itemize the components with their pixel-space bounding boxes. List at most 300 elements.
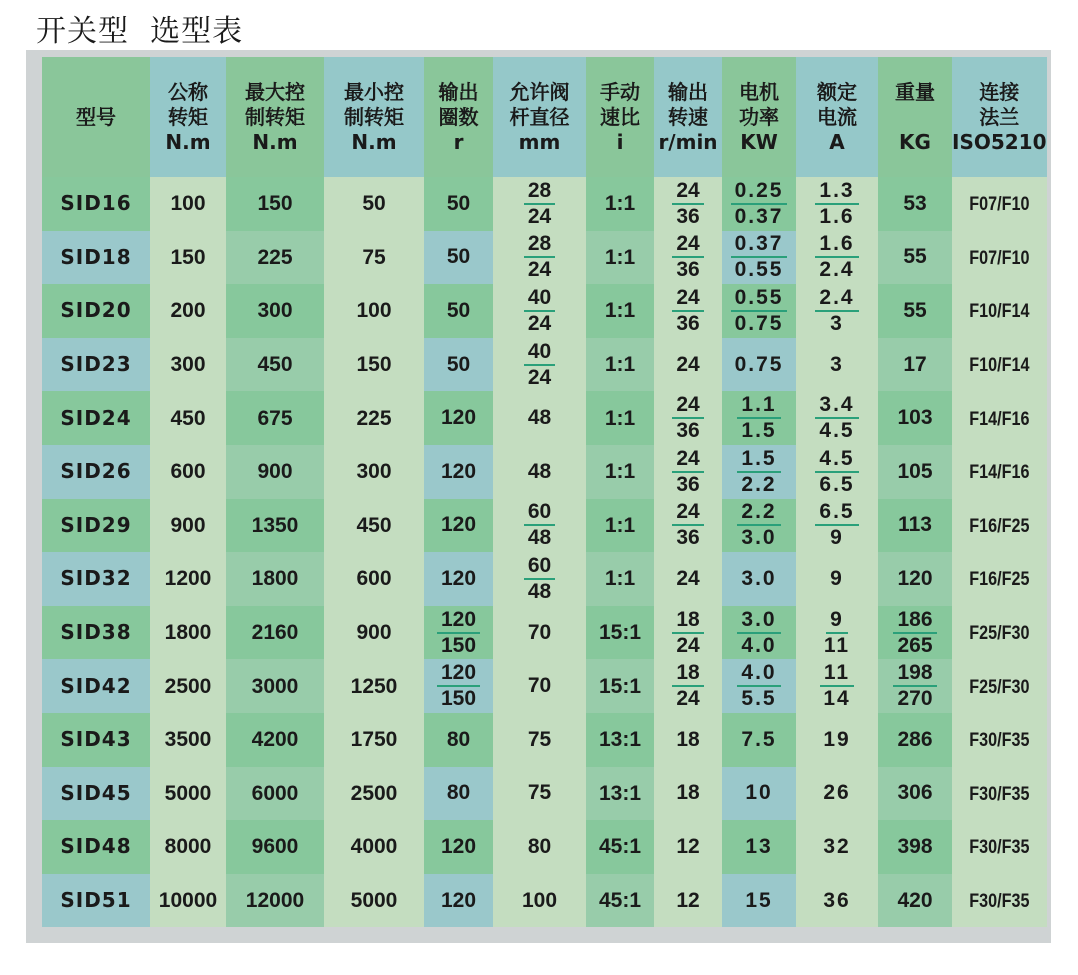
cell-value: 186 bbox=[893, 608, 936, 634]
cell-stem bbox=[493, 713, 586, 767]
cell-current bbox=[796, 874, 878, 928]
cell-value: 0.55 bbox=[734, 258, 784, 282]
cell-value: 80 bbox=[527, 834, 552, 858]
cell-flange bbox=[952, 713, 1047, 767]
cell-power bbox=[722, 231, 796, 285]
cell-ratio bbox=[586, 874, 654, 928]
cell-value: SID45 bbox=[60, 780, 132, 805]
cell-value: 225 bbox=[356, 406, 392, 430]
cell-value: 60 bbox=[524, 500, 555, 526]
cell-value: 32 bbox=[823, 834, 851, 858]
cell-value: F16/F25 bbox=[969, 569, 1030, 591]
cell-value: SID29 bbox=[60, 512, 132, 537]
cell-value: 10 bbox=[745, 781, 773, 805]
cell-value: 24 bbox=[527, 365, 552, 389]
cell-ratio bbox=[586, 177, 654, 231]
cell-value: 0.37 bbox=[731, 232, 788, 258]
cell-flange bbox=[952, 338, 1047, 392]
cell-flange bbox=[952, 820, 1047, 874]
cell-max bbox=[226, 713, 324, 767]
cell-value: 24 bbox=[676, 687, 700, 711]
cell-value: 450 bbox=[257, 353, 293, 377]
cell-torque bbox=[150, 391, 226, 445]
cell-weight bbox=[878, 499, 952, 553]
cell-value: 300 bbox=[170, 353, 206, 377]
cell-speed bbox=[654, 767, 722, 821]
cell-weight bbox=[878, 767, 952, 821]
cell-value: 48 bbox=[527, 526, 552, 550]
header-line: N.m bbox=[165, 129, 211, 154]
cell-value: 36 bbox=[676, 258, 700, 282]
cell-value: 1800 bbox=[251, 567, 299, 591]
cell-current bbox=[796, 552, 878, 606]
cell-min bbox=[324, 338, 424, 392]
cell-power bbox=[722, 552, 796, 606]
cell-value: 3 bbox=[830, 311, 844, 335]
cell-speed bbox=[654, 552, 722, 606]
header-line: 重量 bbox=[895, 79, 935, 104]
header-line: 制转矩 bbox=[245, 104, 305, 129]
header-line: 速比 bbox=[600, 104, 640, 129]
header-line: 功率 bbox=[739, 104, 779, 129]
header-line: 手动 bbox=[600, 79, 640, 104]
cell-value: 2.4 bbox=[815, 286, 858, 312]
cell-value: 36 bbox=[676, 419, 700, 443]
cell-weight bbox=[878, 391, 952, 445]
cell-torque bbox=[150, 713, 226, 767]
header-line: mm bbox=[518, 129, 561, 154]
cell-weight bbox=[878, 659, 952, 713]
cell-turns bbox=[424, 445, 493, 499]
cell-value: 2160 bbox=[251, 621, 299, 645]
header-line: i bbox=[616, 129, 624, 154]
cell-value: 17 bbox=[903, 352, 927, 376]
cell-value: F10/F14 bbox=[969, 301, 1030, 323]
cell-stem bbox=[493, 284, 586, 338]
cell-ratio bbox=[586, 820, 654, 874]
cell-current bbox=[796, 713, 878, 767]
cell-min bbox=[324, 499, 424, 553]
header-line: 允许阀 bbox=[509, 79, 570, 104]
cell-value: F07/F10 bbox=[969, 194, 1030, 216]
cell-value: 1250 bbox=[350, 674, 398, 698]
cell-value: 300 bbox=[356, 460, 392, 484]
cell-max bbox=[226, 606, 324, 660]
cell-value: 75 bbox=[527, 781, 552, 805]
cell-value: 12000 bbox=[245, 889, 305, 913]
cell-model bbox=[42, 767, 150, 821]
header-turns bbox=[424, 57, 493, 177]
cell-speed bbox=[654, 284, 722, 338]
cell-stem bbox=[493, 659, 586, 713]
cell-value: 120 bbox=[440, 406, 477, 430]
table-row bbox=[42, 713, 1047, 767]
cell-value: 120 bbox=[440, 513, 477, 537]
cell-speed bbox=[654, 659, 722, 713]
cell-value: 36 bbox=[676, 311, 700, 335]
cell-value: 9 bbox=[826, 608, 848, 634]
cell-value: 120 bbox=[437, 661, 480, 687]
cell-value: 13 bbox=[745, 834, 773, 858]
cell-value: F14/F16 bbox=[969, 462, 1030, 484]
cell-flange bbox=[952, 231, 1047, 285]
cell-max bbox=[226, 445, 324, 499]
cell-value: 80 bbox=[446, 781, 471, 805]
cell-ratio bbox=[586, 499, 654, 553]
cell-value: 36 bbox=[676, 204, 700, 228]
header-line: A bbox=[829, 129, 845, 154]
cell-turns bbox=[424, 499, 493, 553]
cell-stem bbox=[493, 231, 586, 285]
cell-turns bbox=[424, 284, 493, 338]
cell-value: 0.55 bbox=[731, 286, 788, 312]
cell-value: 70 bbox=[527, 674, 552, 698]
cell-value: 1:1 bbox=[604, 299, 636, 323]
cell-min bbox=[324, 874, 424, 928]
cell-ratio bbox=[586, 391, 654, 445]
cell-speed bbox=[654, 391, 722, 445]
cell-value: 18 bbox=[672, 661, 703, 687]
cell-max bbox=[226, 659, 324, 713]
cell-ratio bbox=[586, 606, 654, 660]
header-line: N.m bbox=[252, 129, 298, 154]
cell-value: 120 bbox=[440, 566, 477, 590]
cell-value: 1.6 bbox=[815, 232, 858, 258]
cell-value: 4.5 bbox=[815, 447, 858, 473]
cell-value: 18 bbox=[676, 727, 700, 751]
cell-torque bbox=[150, 338, 226, 392]
cell-stem bbox=[493, 767, 586, 821]
cell-model bbox=[42, 338, 150, 392]
cell-value: 4000 bbox=[350, 835, 398, 859]
cell-turns bbox=[424, 820, 493, 874]
cell-weight bbox=[878, 231, 952, 285]
cell-stem bbox=[493, 445, 586, 499]
cell-value: 3000 bbox=[251, 674, 299, 698]
cell-speed bbox=[654, 231, 722, 285]
header-line: KG bbox=[899, 129, 931, 154]
cell-weight bbox=[878, 338, 952, 392]
cell-value: 4200 bbox=[251, 728, 299, 752]
cell-min bbox=[324, 552, 424, 606]
cell-weight bbox=[878, 177, 952, 231]
cell-speed bbox=[654, 606, 722, 660]
cell-torque bbox=[150, 284, 226, 338]
cell-value: 150 bbox=[440, 633, 477, 657]
cell-turns bbox=[424, 659, 493, 713]
header-line: ISO5210 bbox=[952, 129, 1047, 154]
cell-value: 14 bbox=[823, 687, 851, 711]
cell-power bbox=[722, 606, 796, 660]
cell-power bbox=[722, 445, 796, 499]
cell-value: 0.75 bbox=[734, 352, 784, 376]
cell-value: F30/F35 bbox=[969, 891, 1030, 913]
cell-value: 12 bbox=[676, 834, 700, 858]
cell-value: 1:1 bbox=[604, 245, 636, 269]
table-row bbox=[42, 606, 1047, 660]
cell-turns bbox=[424, 231, 493, 285]
cell-ratio bbox=[586, 713, 654, 767]
header-power bbox=[722, 57, 796, 177]
cell-value: 50 bbox=[362, 192, 386, 216]
cell-turns bbox=[424, 713, 493, 767]
cell-value: 1:1 bbox=[604, 353, 636, 377]
cell-value: 12 bbox=[676, 888, 700, 912]
table-row bbox=[42, 177, 1047, 231]
cell-power bbox=[722, 177, 796, 231]
cell-value: 19 bbox=[823, 727, 851, 751]
cell-value: 1.1 bbox=[737, 393, 780, 419]
cell-value: 9 bbox=[830, 526, 844, 550]
cell-torque bbox=[150, 659, 226, 713]
cell-model bbox=[42, 284, 150, 338]
cell-value: 1350 bbox=[251, 513, 299, 537]
cell-current bbox=[796, 820, 878, 874]
cell-model bbox=[42, 820, 150, 874]
cell-model bbox=[42, 177, 150, 231]
cell-value: 600 bbox=[356, 567, 392, 591]
cell-value: 265 bbox=[897, 633, 933, 657]
cell-stem bbox=[493, 391, 586, 445]
cell-value: 120 bbox=[897, 566, 933, 590]
cell-value: 6000 bbox=[251, 781, 299, 805]
cell-value: 28 bbox=[524, 232, 555, 258]
cell-value: 1.5 bbox=[737, 447, 780, 473]
cell-value: 105 bbox=[897, 459, 933, 483]
cell-value: 18 bbox=[676, 781, 700, 805]
cell-value: F10/F14 bbox=[969, 355, 1030, 377]
cell-speed bbox=[654, 445, 722, 499]
header-line: 电流 bbox=[817, 104, 857, 129]
cell-power bbox=[722, 284, 796, 338]
cell-value: 4.5 bbox=[819, 419, 855, 443]
table-row bbox=[42, 338, 1047, 392]
header-line: 电机 bbox=[739, 79, 779, 104]
cell-turns bbox=[424, 874, 493, 928]
cell-value: SID42 bbox=[60, 673, 132, 698]
cell-value: 50 bbox=[446, 352, 471, 376]
cell-flange bbox=[952, 445, 1047, 499]
table-row bbox=[42, 659, 1047, 713]
cell-value: 900 bbox=[170, 513, 206, 537]
table-row bbox=[42, 231, 1047, 285]
cell-max bbox=[226, 284, 324, 338]
cell-value: 1750 bbox=[350, 728, 398, 752]
header-weight bbox=[878, 57, 952, 177]
cell-value: 24 bbox=[672, 179, 703, 205]
cell-speed bbox=[654, 713, 722, 767]
header-line: KW bbox=[740, 129, 778, 154]
cell-value: 6.5 bbox=[819, 472, 855, 496]
header-line: 转矩 bbox=[168, 104, 208, 129]
cell-value: F07/F10 bbox=[969, 247, 1030, 269]
header-line bbox=[878, 105, 952, 130]
cell-value: 120 bbox=[440, 888, 477, 912]
selection-table bbox=[42, 57, 1047, 927]
cell-value: 53 bbox=[903, 191, 927, 215]
cell-speed bbox=[654, 499, 722, 553]
cell-value: 5.5 bbox=[741, 687, 777, 711]
cell-value: 150 bbox=[170, 245, 206, 269]
cell-weight bbox=[878, 820, 952, 874]
cell-value: 75 bbox=[362, 245, 386, 269]
cell-value: F25/F30 bbox=[969, 676, 1030, 698]
header-speed bbox=[654, 57, 722, 177]
cell-value: 4.0 bbox=[741, 633, 777, 657]
cell-value: 100 bbox=[356, 299, 392, 323]
cell-value: 36 bbox=[676, 472, 700, 496]
cell-stem bbox=[493, 606, 586, 660]
cell-weight bbox=[878, 445, 952, 499]
cell-max bbox=[226, 552, 324, 606]
cell-flange bbox=[952, 499, 1047, 553]
cell-value: 1.5 bbox=[741, 419, 777, 443]
cell-value: 900 bbox=[356, 621, 392, 645]
cell-value: 600 bbox=[170, 460, 206, 484]
header-ratio bbox=[586, 57, 654, 177]
cell-value: F25/F30 bbox=[969, 623, 1030, 645]
cell-value: 450 bbox=[356, 513, 392, 537]
cell-current bbox=[796, 391, 878, 445]
cell-torque bbox=[150, 767, 226, 821]
cell-stem bbox=[493, 177, 586, 231]
cell-turns bbox=[424, 606, 493, 660]
header-line: 制转矩 bbox=[344, 104, 404, 129]
cell-ratio bbox=[586, 659, 654, 713]
header-row bbox=[42, 57, 1047, 177]
cell-value: 75 bbox=[527, 727, 552, 751]
cell-torque bbox=[150, 177, 226, 231]
cell-value: 18 bbox=[672, 608, 703, 634]
cell-value: SID20 bbox=[60, 298, 132, 323]
cell-model bbox=[42, 231, 150, 285]
cell-value: 3500 bbox=[164, 728, 212, 752]
cell-value: 26 bbox=[823, 781, 851, 805]
cell-value: F30/F35 bbox=[969, 730, 1030, 752]
cell-power bbox=[722, 659, 796, 713]
cell-value: 8000 bbox=[164, 835, 212, 859]
cell-value: 50 bbox=[446, 298, 471, 322]
cell-value: 120 bbox=[437, 608, 480, 634]
cell-value: 24 bbox=[672, 286, 703, 312]
cell-value: 6.5 bbox=[815, 500, 858, 526]
cell-value: 4.0 bbox=[737, 661, 780, 687]
cell-speed bbox=[654, 874, 722, 928]
header-line: 杆直径 bbox=[509, 104, 570, 129]
cell-value: 24 bbox=[527, 204, 552, 228]
cell-torque bbox=[150, 820, 226, 874]
cell-value: 80 bbox=[446, 727, 471, 751]
cell-stem bbox=[493, 874, 586, 928]
cell-value: 150 bbox=[440, 687, 477, 711]
header-line: 输出 bbox=[668, 79, 708, 104]
cell-value: 1.6 bbox=[819, 204, 855, 228]
cell-max bbox=[226, 499, 324, 553]
cell-max bbox=[226, 820, 324, 874]
cell-speed bbox=[654, 177, 722, 231]
header-line: 最大控 bbox=[245, 79, 305, 104]
cell-value: 286 bbox=[897, 727, 933, 751]
cell-max bbox=[226, 177, 324, 231]
cell-value: SID32 bbox=[60, 566, 132, 591]
cell-value: 1200 bbox=[164, 567, 212, 591]
cell-value: 113 bbox=[898, 513, 932, 537]
table-row bbox=[42, 445, 1047, 499]
cell-stem bbox=[493, 499, 586, 553]
cell-ratio bbox=[586, 552, 654, 606]
cell-current bbox=[796, 177, 878, 231]
cell-value: F30/F35 bbox=[969, 783, 1030, 805]
cell-value: 420 bbox=[897, 888, 933, 912]
cell-current bbox=[796, 445, 878, 499]
table-row bbox=[42, 391, 1047, 445]
cell-value: 24 bbox=[672, 232, 703, 258]
cell-power bbox=[722, 499, 796, 553]
cell-value: 150 bbox=[257, 192, 293, 216]
table-row bbox=[42, 552, 1047, 606]
cell-value: 2500 bbox=[350, 781, 398, 805]
cell-value: 24 bbox=[527, 311, 552, 335]
cell-flange bbox=[952, 391, 1047, 445]
header-torque bbox=[150, 57, 226, 177]
cell-min bbox=[324, 391, 424, 445]
cell-value: 900 bbox=[257, 460, 293, 484]
cell-value: 40 bbox=[524, 340, 555, 366]
cell-value: 120 bbox=[440, 834, 477, 858]
cell-ratio bbox=[586, 338, 654, 392]
cell-stem bbox=[493, 820, 586, 874]
table-row bbox=[42, 820, 1047, 874]
page-title: 开关型 选型表 bbox=[36, 14, 244, 49]
cell-value: 1:1 bbox=[604, 192, 636, 216]
header-line: 最小控 bbox=[344, 79, 404, 104]
cell-value: 48 bbox=[527, 459, 552, 483]
cell-value: 0.25 bbox=[731, 179, 788, 205]
cell-power bbox=[722, 391, 796, 445]
cell-model bbox=[42, 445, 150, 499]
cell-value: 48 bbox=[527, 579, 552, 603]
cell-weight bbox=[878, 552, 952, 606]
cell-value: 24 bbox=[676, 633, 700, 657]
cell-ratio bbox=[586, 231, 654, 285]
cell-min bbox=[324, 177, 424, 231]
cell-value: 675 bbox=[257, 406, 293, 430]
cell-min bbox=[324, 445, 424, 499]
header-stem bbox=[493, 57, 586, 177]
cell-value: 300 bbox=[257, 299, 293, 323]
cell-current bbox=[796, 231, 878, 285]
cell-value: F16/F25 bbox=[969, 515, 1030, 537]
cell-value: 28 bbox=[524, 179, 555, 205]
cell-value: 3.0 bbox=[737, 608, 780, 634]
cell-flange bbox=[952, 659, 1047, 713]
cell-value: 450 bbox=[170, 406, 206, 430]
cell-value: 1:1 bbox=[604, 406, 636, 430]
cell-model bbox=[42, 606, 150, 660]
table-row bbox=[42, 874, 1047, 928]
cell-torque bbox=[150, 445, 226, 499]
cell-min bbox=[324, 659, 424, 713]
cell-max bbox=[226, 391, 324, 445]
cell-value: F30/F35 bbox=[969, 837, 1030, 859]
cell-value: 120 bbox=[440, 459, 477, 483]
header-max bbox=[226, 57, 324, 177]
cell-ratio bbox=[586, 767, 654, 821]
cell-turns bbox=[424, 552, 493, 606]
cell-power bbox=[722, 767, 796, 821]
header-flange bbox=[952, 57, 1047, 177]
cell-speed bbox=[654, 338, 722, 392]
